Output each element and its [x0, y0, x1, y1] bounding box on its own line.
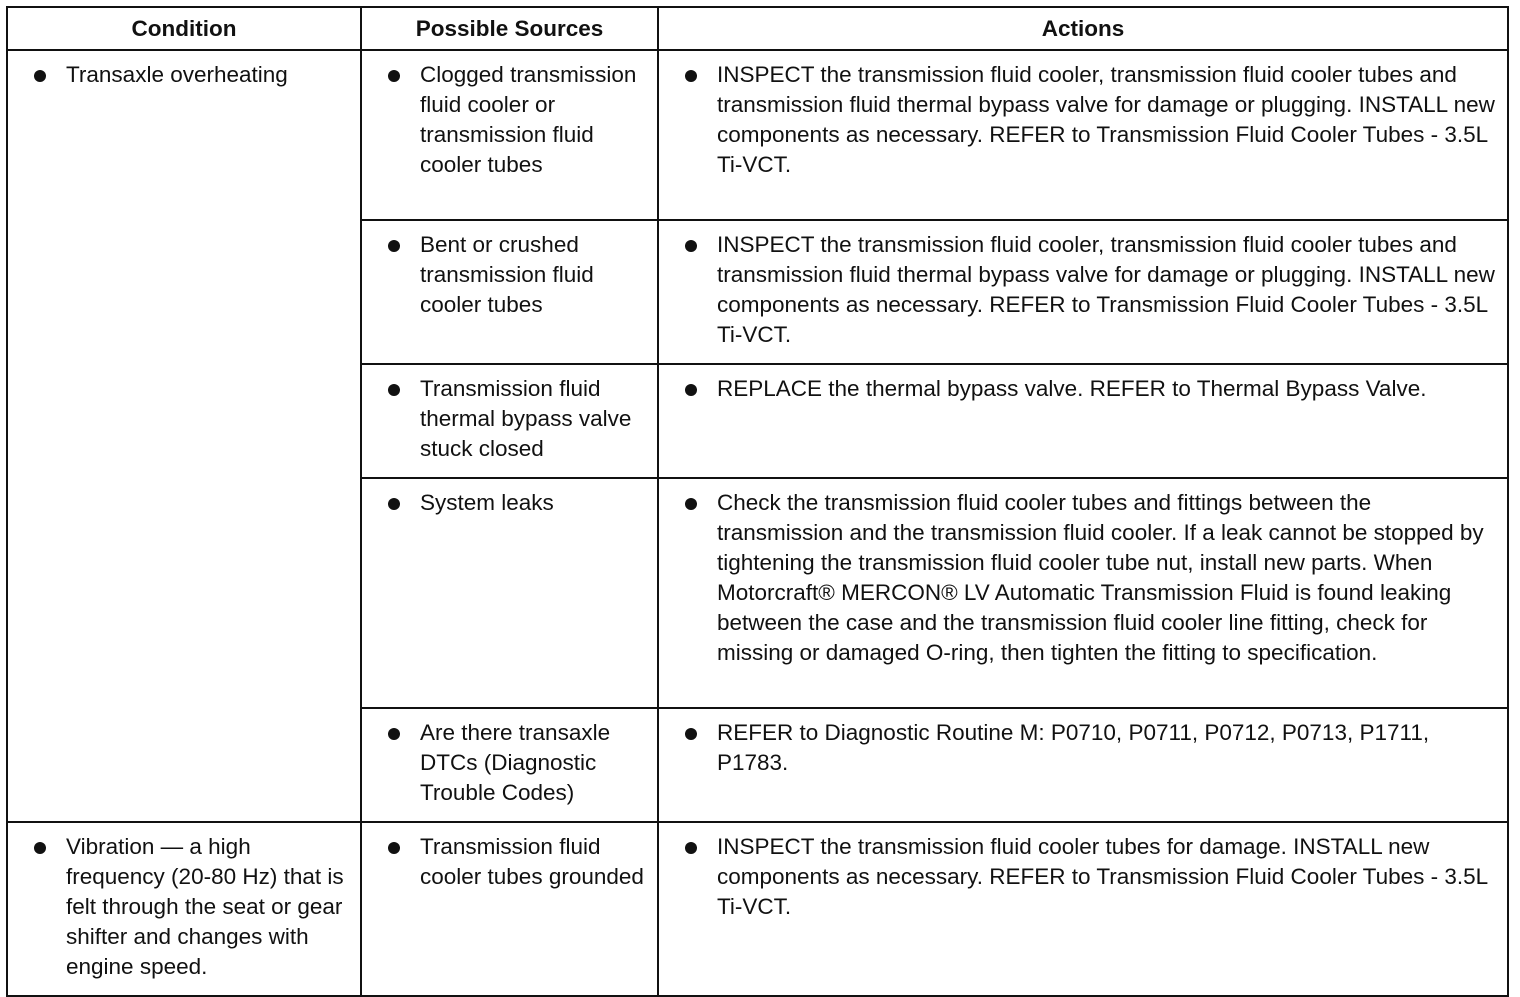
- source-cell: [361, 822, 658, 996]
- action-text: INSPECT the transmission fluid cooler, transmission fluid cooler tubes and transmission fluid thermal bypass valve for damage or plugging. INSTALL new components as necessary. REFER to Transmission Fluid Cooler Tubes - 3.5L Ti-VCT.: [659, 60, 1499, 180]
- source-text: Transmission fluid cooler tubes grounded: [362, 832, 649, 892]
- condition-text: Transaxle overheating: [8, 60, 352, 90]
- source-text: Clogged transmission fluid cooler or transmission fluid cooler tubes: [362, 60, 649, 180]
- table-row: [7, 50, 1508, 220]
- action-cell: [658, 478, 1508, 708]
- header-row: [7, 7, 1508, 50]
- source-cell: [361, 364, 658, 478]
- action-cell: [658, 50, 1508, 220]
- source-text: System leaks: [362, 488, 649, 518]
- action-text: REFER to Diagnostic Routine M: P0710, P0711, P0712, P0713, P1711, P1783.: [659, 718, 1499, 778]
- table-row: [7, 822, 1508, 996]
- diagnostic-table: [6, 6, 1509, 997]
- source-text: Are there transaxle DTCs (Diagnostic Trouble Codes): [362, 718, 649, 808]
- action-cell: [658, 364, 1508, 478]
- source-cell: [361, 220, 658, 364]
- action-text: INSPECT the transmission fluid cooler tubes for damage. INSTALL new components as necessary. REFER to Transmission Fluid Cooler Tubes - 3.5L Ti-VCT.: [659, 832, 1499, 922]
- source-cell: [361, 478, 658, 708]
- action-cell: [658, 708, 1508, 822]
- action-text: REPLACE the thermal bypass valve. REFER to Thermal Bypass Valve.: [659, 374, 1499, 404]
- action-cell: [658, 822, 1508, 996]
- source-text: Transmission fluid thermal bypass valve stuck closed: [362, 374, 649, 464]
- action-text: Check the transmission fluid cooler tubes and fittings between the transmission and the transmission fluid cooler. If a leak cannot be stopped by tightening the transmission fluid cooler tube nut, install new parts. When Motorcraft® MERCON® LV Automatic Transmission Fluid is found leaking between the case and the transmission fluid cooler line fitting, check for missing or damaged O-ring, then tighten the fitting to specification.: [659, 488, 1499, 668]
- source-cell: [361, 50, 658, 220]
- header-actions: Actions: [658, 7, 1508, 50]
- source-cell: [361, 708, 658, 822]
- condition-cell: [7, 50, 361, 822]
- header-condition: Condition: [7, 7, 361, 50]
- action-cell: [658, 220, 1508, 364]
- action-text: INSPECT the transmission fluid cooler, transmission fluid cooler tubes and transmission fluid thermal bypass valve for damage or plugging. INSTALL new components as necessary. REFER to Transmission Fluid Cooler Tubes - 3.5L Ti-VCT.: [659, 230, 1499, 350]
- condition-cell: [7, 822, 361, 996]
- condition-text: Vibration — a high frequency (20-80 Hz) that is felt through the seat or gear shifter and changes with engine speed.: [8, 832, 352, 982]
- source-text: Bent or crushed transmission fluid cooler tubes: [362, 230, 649, 320]
- header-possible-sources: Possible Sources: [361, 7, 658, 50]
